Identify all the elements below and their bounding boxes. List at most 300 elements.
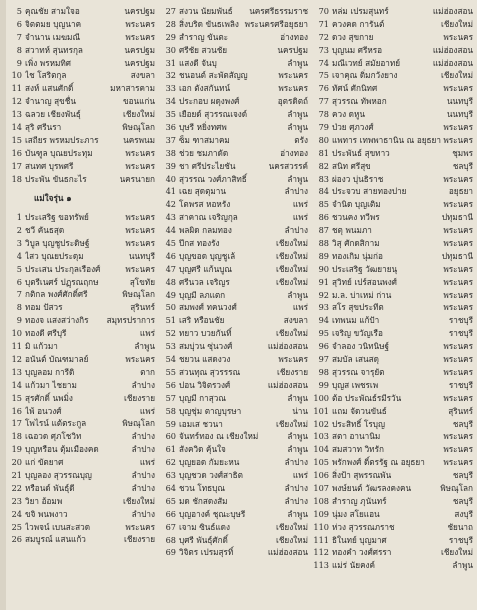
entry-province: ตรัง bbox=[294, 134, 308, 145]
entry-province: แพร่ bbox=[292, 470, 308, 481]
entry-province: พระนคร bbox=[125, 160, 155, 171]
entry-number: 66 bbox=[165, 508, 176, 519]
roster-list-part-4 bbox=[311, 5, 473, 572]
entry-province: พระนคร bbox=[443, 276, 473, 287]
entry-number: 42 bbox=[165, 199, 176, 210]
list-item bbox=[158, 173, 308, 186]
list-item bbox=[4, 160, 155, 173]
entry-name: สมพงศ์ ทคนวงศ์ bbox=[179, 302, 237, 313]
entry-number: 1 bbox=[16, 212, 22, 223]
entry-name: สำราญ ภุนันทร์ bbox=[332, 495, 387, 506]
list-item bbox=[158, 18, 308, 31]
entry-name: ประเสริฐ ขอทรัพย์ bbox=[25, 212, 89, 223]
entry-province: พระนคร bbox=[443, 431, 473, 442]
list-item bbox=[158, 482, 308, 495]
entry-number: 59 bbox=[165, 418, 176, 429]
entry-name: ช่วย ชมภาดัด bbox=[179, 147, 229, 158]
entry-province: ลำปาง bbox=[284, 457, 308, 468]
entry-province: เชียงใหม่ bbox=[441, 547, 473, 558]
list-item bbox=[158, 185, 308, 198]
list-item bbox=[158, 57, 308, 70]
list-item bbox=[311, 224, 473, 237]
list-item bbox=[4, 57, 155, 70]
entry-name: หล่ม เปรมสุนทร์ bbox=[332, 6, 389, 16]
entry-number: 20 bbox=[11, 457, 22, 468]
entry-province: พระนคร bbox=[278, 83, 308, 94]
list-item bbox=[311, 134, 473, 147]
list-item bbox=[158, 69, 308, 82]
entry-number: 87 bbox=[318, 225, 329, 236]
entry-number: 47 bbox=[165, 263, 176, 274]
entry-name: สุวิทย์ เปร์สอนพงศ์ bbox=[332, 276, 397, 287]
entry-name: ชนอนต์ สะพัตสัญญ bbox=[179, 70, 248, 81]
entry-province: พระนคร bbox=[443, 457, 473, 468]
list-item bbox=[4, 173, 155, 186]
entry-number: 11 bbox=[11, 341, 22, 352]
list-item bbox=[311, 314, 473, 327]
list-item bbox=[4, 353, 155, 366]
entry-name: ชวี คันธสุด bbox=[25, 225, 65, 236]
entry-province: ขอนแก่น bbox=[123, 96, 155, 107]
list-item bbox=[158, 521, 308, 534]
list-item bbox=[311, 276, 473, 289]
entry-number: 27 bbox=[165, 6, 176, 16]
entry-number: 91 bbox=[318, 276, 329, 287]
list-item bbox=[4, 95, 155, 108]
entry-number: 6 bbox=[16, 18, 22, 29]
entry-number: 31 bbox=[165, 57, 176, 68]
entry-province: นครปฐม bbox=[124, 57, 155, 68]
entry-province: สมุทรปราการ bbox=[106, 315, 155, 326]
entry-province: สงขลา bbox=[130, 70, 155, 81]
entry-number: 24 bbox=[11, 508, 22, 519]
entry-province: พระนคร bbox=[443, 302, 473, 313]
list-item bbox=[158, 340, 308, 353]
section-heading: แม่ใจรุ่น ๑ bbox=[34, 192, 72, 203]
entry-number: 10 bbox=[11, 328, 22, 339]
entry-name: สมสวาท วิทรัก bbox=[332, 444, 384, 455]
entry-province: ลำปาง bbox=[284, 482, 308, 493]
entry-number: 30 bbox=[165, 44, 176, 55]
entry-number: 57 bbox=[165, 392, 176, 403]
entry-province: พระนคร bbox=[443, 122, 473, 133]
entry-province: นครศรีธรรมราช bbox=[249, 6, 308, 16]
list-item bbox=[4, 301, 155, 314]
entry-name: ธิในทย์ บุญมาศ bbox=[332, 534, 387, 545]
entry-number: 37 bbox=[165, 134, 176, 145]
entry-number: 55 bbox=[165, 366, 176, 377]
entry-number: 110 bbox=[313, 521, 329, 532]
entry-province: ปทุมธานี bbox=[441, 212, 473, 223]
entry-number: 112 bbox=[313, 547, 329, 558]
entry-name: แก่ ขัตยาศ bbox=[25, 457, 64, 468]
entry-name: ประพัน ขันธกะไร bbox=[25, 173, 87, 184]
entry-province: พิษณุโลก bbox=[122, 289, 155, 300]
entry-province: แพร่ bbox=[292, 302, 308, 313]
entry-province: นนทบุรี bbox=[128, 250, 155, 261]
entry-number: 68 bbox=[165, 534, 176, 545]
list-item bbox=[158, 546, 308, 559]
list-item bbox=[158, 147, 308, 160]
entry-province: พิษณุโลก bbox=[440, 482, 473, 493]
entry-number: 7 bbox=[16, 289, 22, 300]
entry-province: พระนคร bbox=[125, 31, 155, 42]
list-item bbox=[311, 443, 473, 456]
entry-name: บุศรี พันธุ์ศักดิ์ bbox=[179, 534, 228, 545]
entry-number: 39 bbox=[165, 160, 176, 171]
list-item bbox=[311, 508, 473, 521]
list-item bbox=[158, 379, 308, 392]
entry-name: แสงดี จันบุ bbox=[179, 57, 217, 68]
entry-province: นนทบุรี bbox=[446, 109, 473, 120]
list-item bbox=[158, 121, 308, 134]
entry-number: 61 bbox=[165, 444, 176, 455]
list-item bbox=[4, 340, 155, 353]
entry-number: 83 bbox=[318, 173, 329, 184]
entry-name: แม่ร่ นัยคงค์ bbox=[332, 560, 376, 571]
entry-number: 38 bbox=[165, 147, 176, 158]
entry-province: พระนคร bbox=[443, 289, 473, 300]
list-item bbox=[4, 443, 155, 456]
entry-name: เอก ตังสกันทน์ bbox=[179, 83, 231, 94]
entry-name: ชตุ พนมภา bbox=[332, 225, 372, 236]
entry-number: 13 bbox=[11, 366, 22, 377]
entry-number: 2 bbox=[16, 225, 22, 236]
entry-province: แพร่ bbox=[292, 199, 308, 210]
list-item bbox=[158, 469, 308, 482]
entry-name: บุษรี หยิ่งทศพ bbox=[179, 122, 227, 133]
roster-list-part-2 bbox=[4, 211, 155, 546]
entry-number: 15 bbox=[11, 392, 22, 403]
entry-number: 69 bbox=[165, 547, 176, 558]
entry-name: วิยา อ้อมพ bbox=[25, 495, 63, 506]
entry-name: จิตตมย บุญนาค bbox=[25, 18, 82, 29]
list-item bbox=[158, 392, 308, 405]
entry-province: อยุธยา bbox=[448, 186, 473, 197]
entry-number: 106 bbox=[313, 470, 329, 481]
list-item bbox=[311, 546, 473, 559]
entry-province: ปทุมธานี bbox=[441, 250, 473, 261]
entry-number: 5 bbox=[16, 263, 22, 274]
list-item bbox=[158, 263, 308, 276]
list-item bbox=[158, 134, 308, 147]
entry-name: ทยาว บวยกันทิ์ bbox=[179, 328, 232, 339]
entry-name: บุตรีเนศร์ ปฏุรณฤกษ bbox=[25, 276, 99, 287]
list-item bbox=[311, 392, 473, 405]
entry-number: 88 bbox=[318, 238, 329, 249]
entry-number: 41 bbox=[165, 186, 176, 197]
entry-province: เชียงราย bbox=[124, 392, 155, 403]
entry-name: ควงคด การันต์ bbox=[332, 18, 385, 29]
entry-province: เชียงใหม่ bbox=[441, 70, 473, 81]
entry-name: ไสว บุณยประดุม bbox=[25, 250, 84, 261]
entry-province: นครสวรรค์ bbox=[268, 160, 308, 171]
list-item bbox=[4, 508, 155, 521]
entry-province: สุโขทัย bbox=[129, 276, 155, 287]
entry-number: 94 bbox=[318, 315, 329, 326]
entry-province: ลำพูน bbox=[287, 444, 308, 455]
list-item bbox=[4, 44, 155, 57]
entry-province: พระนคร bbox=[125, 18, 155, 29]
entry-province: ลำปาง bbox=[131, 431, 155, 442]
entry-number: 32 bbox=[165, 70, 176, 81]
entry-number: 63 bbox=[165, 470, 176, 481]
entry-province: ลำพูน bbox=[452, 560, 473, 571]
entry-number: 56 bbox=[165, 379, 176, 390]
entry-name: สุรศักดิ์ นพมิ่ง bbox=[25, 392, 73, 403]
entry-number: 45 bbox=[165, 238, 176, 249]
list-item bbox=[311, 366, 473, 379]
entry-number: 77 bbox=[318, 96, 329, 107]
entry-number: 107 bbox=[313, 482, 329, 493]
entry-name: สนิท ศรีสุข bbox=[332, 160, 371, 171]
list-item bbox=[311, 185, 473, 198]
list-item bbox=[311, 340, 473, 353]
list-item bbox=[4, 5, 155, 18]
list-item bbox=[4, 405, 155, 418]
entry-province: ราชบุรี bbox=[448, 328, 473, 339]
entry-name: เจาม ซินธ์แดง bbox=[179, 521, 230, 532]
entry-number: 4 bbox=[16, 250, 22, 261]
list-item bbox=[158, 44, 308, 57]
list-item bbox=[4, 237, 155, 250]
entry-number: 6 bbox=[16, 276, 22, 287]
entry-name: ชา ศรีประไยชัน bbox=[179, 160, 236, 171]
entry-number: 58 bbox=[165, 405, 176, 416]
list-item bbox=[158, 237, 308, 250]
entry-number: 12 bbox=[11, 353, 22, 364]
entry-name: ประกอบ ผดุงพงศ์ bbox=[179, 96, 240, 107]
entry-province: พระนคร bbox=[443, 225, 473, 236]
entry-province: พระนครศรีอยุธยา bbox=[244, 18, 308, 29]
entry-name: ไพ้ อนวงศ์ bbox=[25, 405, 62, 416]
entry-province: ลำพูน bbox=[287, 392, 308, 403]
list-item bbox=[158, 108, 308, 121]
entry-name: ทองเกิม นุ่มก่อ bbox=[332, 250, 383, 261]
entry-province: นนทบุรี bbox=[446, 96, 473, 107]
entry-name: ขจิ พนพงาว bbox=[25, 508, 68, 519]
list-item bbox=[158, 405, 308, 418]
list-item bbox=[158, 443, 308, 456]
entry-name: เจริญ ขวัญเรือ bbox=[332, 328, 383, 339]
entry-number: 73 bbox=[318, 44, 329, 55]
entry-number: 79 bbox=[318, 122, 329, 133]
entry-name: บุญชวด วงศ์สาธิต bbox=[179, 470, 243, 481]
entry-province: แม่ฮ่องสอน bbox=[267, 341, 308, 352]
entry-province: พระนคร bbox=[443, 238, 473, 249]
list-item bbox=[158, 314, 308, 327]
entry-province: พระนคร bbox=[443, 444, 473, 455]
entry-number: 81 bbox=[318, 147, 329, 158]
list-item bbox=[311, 211, 473, 224]
list-item bbox=[158, 95, 308, 108]
list-item bbox=[4, 121, 155, 134]
entry-number: 90 bbox=[318, 263, 329, 274]
entry-number: 25 bbox=[11, 521, 22, 532]
entry-name: เสถียร พรหมประภาร bbox=[25, 134, 99, 145]
entry-province: พระนคร bbox=[125, 225, 155, 236]
list-item bbox=[311, 18, 473, 31]
entry-province: อ่างทอง bbox=[280, 147, 308, 158]
entry-province: พระนคร bbox=[278, 70, 308, 81]
list-item bbox=[4, 533, 155, 546]
entry-number: 111 bbox=[313, 534, 329, 545]
entry-number: 53 bbox=[165, 341, 176, 352]
entry-name: ทองดี ศรีบุรี bbox=[25, 328, 67, 339]
entry-province: ลำพูน bbox=[134, 341, 155, 352]
entry-number: 43 bbox=[165, 212, 176, 223]
list-item bbox=[4, 276, 155, 289]
entry-province: เชียงใหม่ bbox=[123, 109, 155, 120]
entry-number: 93 bbox=[318, 302, 329, 313]
entry-name: จำนาน เมฆมณี bbox=[25, 31, 81, 42]
list-item bbox=[4, 327, 155, 340]
list-item bbox=[311, 108, 473, 121]
entry-number: 14 bbox=[11, 379, 22, 390]
entry-name: ชวนคง ทวีพร bbox=[332, 212, 380, 223]
entry-number: 100 bbox=[313, 392, 329, 403]
column-3 bbox=[311, 5, 473, 572]
list-item bbox=[311, 160, 473, 173]
entry-name: ประเสริฐ วัฒยายนุ bbox=[332, 263, 398, 274]
entry-name: บุญหรือน ตุ้มเมืองคด bbox=[25, 444, 99, 455]
list-item bbox=[4, 314, 155, 327]
entry-number: 89 bbox=[318, 250, 329, 261]
entry-name: ม.ล. บ่าเหม่ ก่าน bbox=[332, 289, 392, 300]
entry-number: 40 bbox=[165, 173, 176, 184]
entry-number: 16 bbox=[11, 405, 22, 416]
entry-province: ลำพูน bbox=[287, 431, 308, 442]
entry-number: 85 bbox=[318, 199, 329, 210]
list-item bbox=[4, 379, 155, 392]
entry-number: 49 bbox=[165, 289, 176, 300]
entry-number: 18 bbox=[11, 173, 22, 184]
entry-name: บุญยอด กัมยะหน bbox=[179, 457, 240, 468]
entry-number: 22 bbox=[11, 482, 22, 493]
entry-name: วิบูล บุญชูประดิษฐ์ bbox=[25, 237, 90, 248]
entry-number: 113 bbox=[313, 560, 329, 571]
entry-name: สุริ ศรีนรา bbox=[25, 122, 62, 133]
entry-province: นครปฐม bbox=[124, 44, 155, 55]
entry-province: พระนคร bbox=[443, 392, 473, 403]
list-item bbox=[311, 521, 473, 534]
entry-number: 103 bbox=[313, 431, 329, 442]
entry-name: พรักพงศ์ ดิ์ตรรัฐ ณ อยุธยา bbox=[332, 457, 425, 468]
entry-province: ลำปาง bbox=[131, 482, 155, 493]
entry-province: ชลบุรี bbox=[452, 470, 473, 481]
list-item bbox=[311, 121, 473, 134]
entry-province: มหาสารคาม bbox=[110, 83, 155, 94]
entry-number: 35 bbox=[165, 109, 176, 120]
entry-province: พระนคร bbox=[278, 354, 308, 365]
entry-name: สุวรรณ ทัพหอก bbox=[332, 96, 387, 107]
entry-number: 86 bbox=[318, 212, 329, 223]
entry-province: เชียงใหม่ bbox=[276, 418, 308, 429]
roster-list-part-3 bbox=[158, 5, 308, 559]
list-item bbox=[4, 263, 155, 276]
entry-name: เอมเส ชวนา bbox=[179, 418, 223, 429]
entry-number: 8 bbox=[16, 44, 22, 55]
entry-number: 17 bbox=[11, 160, 22, 171]
entry-name: บันฑูล บุณยประทุม bbox=[25, 147, 93, 158]
entry-province: ลำปาง bbox=[284, 495, 308, 506]
roster-list-part-1 bbox=[4, 5, 155, 185]
entry-province: พระนคร bbox=[443, 354, 473, 365]
entry-name: สตา อานานิม bbox=[332, 431, 381, 442]
entry-province: ตาก bbox=[140, 366, 155, 377]
entry-name: อนันต์ บัณฑมาลย์ bbox=[25, 353, 89, 364]
entry-name: ต้อ ประพัณธ์รมีรวัน bbox=[332, 392, 402, 403]
entry-number: 78 bbox=[318, 109, 329, 120]
entry-province: แพร่ bbox=[292, 212, 308, 223]
list-item bbox=[158, 430, 308, 443]
list-item bbox=[311, 327, 473, 340]
entry-province: พระนคร bbox=[443, 263, 473, 274]
entry-name: มิ แก้วมา bbox=[25, 341, 58, 352]
entry-number: 92 bbox=[318, 289, 329, 300]
list-item bbox=[311, 405, 473, 418]
list-item bbox=[158, 224, 308, 237]
entry-province: นครปฐม bbox=[277, 44, 308, 55]
entry-number: 97 bbox=[318, 354, 329, 365]
entry-name: ดวง สุขกาย bbox=[332, 31, 374, 42]
list-item bbox=[158, 456, 308, 469]
entry-name: สมบัล เสนสดุ bbox=[332, 354, 379, 365]
entry-number: 48 bbox=[165, 276, 176, 287]
entry-number: 21 bbox=[11, 469, 22, 480]
entry-province: เชียงใหม่ bbox=[276, 521, 308, 532]
entry-province: แม่ฮ่องสอน bbox=[267, 379, 308, 390]
entry-province: พระนคร bbox=[443, 31, 473, 42]
entry-province: แพร่ bbox=[139, 457, 155, 468]
entry-province: ลำปาง bbox=[131, 469, 155, 480]
entry-name: สิ่งบริด ขันธเพลิง bbox=[179, 18, 239, 29]
entry-number: 65 bbox=[165, 495, 176, 506]
list-item bbox=[311, 237, 473, 250]
entry-province: พระนคร bbox=[125, 263, 155, 274]
entry-name: ทัศน์ ศักนิทศ bbox=[332, 83, 378, 94]
list-item bbox=[4, 224, 155, 237]
entry-number: 23 bbox=[11, 495, 22, 506]
entry-number: 28 bbox=[165, 18, 176, 29]
entry-province: สงขลา bbox=[283, 315, 308, 326]
list-item bbox=[4, 521, 155, 534]
entry-name: โตพรส หอหรัง bbox=[179, 199, 231, 210]
entry-number: 19 bbox=[11, 444, 22, 455]
list-item bbox=[4, 211, 155, 224]
entry-name: จันทร์ทอง ณ เชียงใหม่ bbox=[179, 431, 259, 442]
list-item bbox=[158, 327, 308, 340]
list-item bbox=[158, 198, 308, 211]
entry-province: แม่ฮ่องสอน bbox=[267, 547, 308, 558]
entry-name: ไช โสริตกุล bbox=[25, 70, 67, 81]
entry-number: 80 bbox=[318, 134, 329, 145]
list-item bbox=[4, 82, 155, 95]
entry-name: ประเสน ประกุลเรืองศ์ bbox=[25, 263, 101, 274]
entry-province: ราชบุรี bbox=[448, 315, 473, 326]
entry-province: พระนคร bbox=[443, 366, 473, 377]
entry-province: อ่างทอง bbox=[280, 31, 308, 42]
list-item bbox=[311, 418, 473, 431]
entry-number: 60 bbox=[165, 431, 176, 442]
entry-name: มณีเวทย์ สมัยอาทย์ bbox=[332, 57, 401, 68]
entry-name: บุญมี กาสุวณ bbox=[179, 392, 226, 403]
entry-province: พระนคร bbox=[125, 147, 155, 158]
list-item bbox=[158, 508, 308, 521]
list-item bbox=[311, 559, 473, 572]
entry-province: เชียงใหม่ bbox=[276, 276, 308, 287]
entry-number: 108 bbox=[313, 495, 329, 506]
